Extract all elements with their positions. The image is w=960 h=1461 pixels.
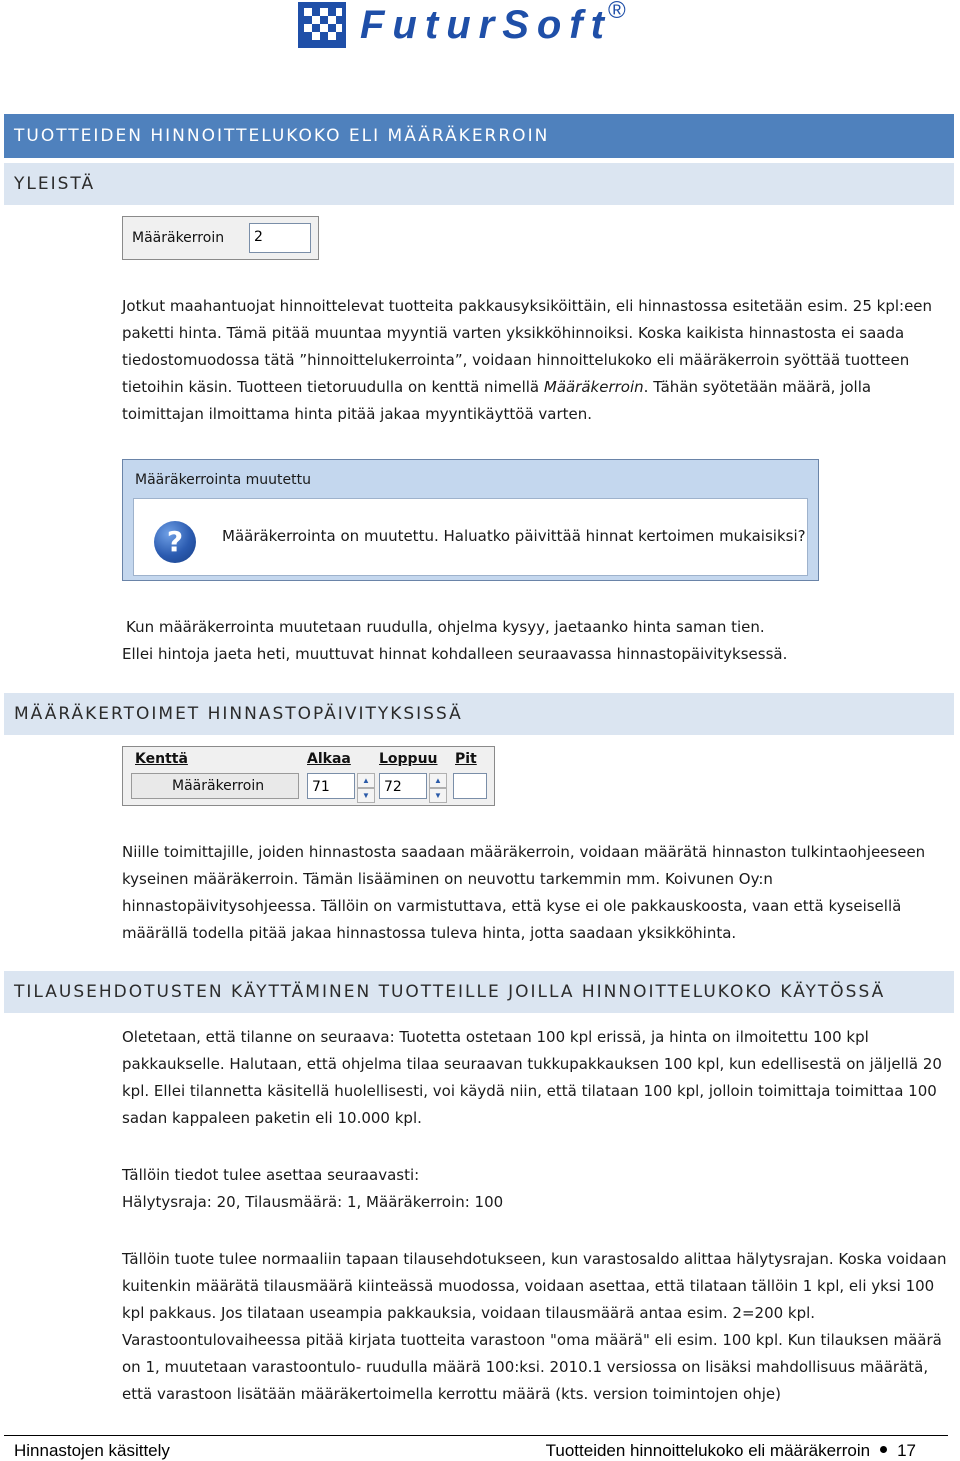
dialog-title: Määräkerrointa muutettu — [135, 472, 311, 488]
length-input[interactable] — [453, 773, 487, 799]
main-heading: TUOTTEIDEN HINNOITTELUKOKO ELI MÄÄRÄKERROIN — [4, 114, 954, 158]
confirm-dialog — [122, 459, 819, 581]
para1-text-b: . Tähän syötetään määrä, jolla toimittajan ilmoittama hinta pitää jakaa myyntikäyttöä varten. — [122, 378, 872, 423]
para3-text: Niille toimittajille, joiden hinnastosta saadaan määräkerroin, voidaan määrätä hinnaston tulkintaohjeeseen kyseinen määräkerroin. Tämän lisääminen on neuvottu tarkemmin mm. Koivunen Oy:n hinnastopäivitysohjeessa. Tällöin on varmistuttava, että kyse ei ole pakkauskoosta, vaan että kyseisellä määrällä todella pitää jakaa hinnastossa tuleva hinta, jotta saadaan yksikköhinta. — [122, 843, 926, 942]
para5-line2: Hälytysraja: 20, Tilausmäärä: 1, Määräkerroin: 100 — [122, 1193, 504, 1211]
futursoft-logo — [298, 2, 626, 48]
checkered-flag-icon — [298, 2, 346, 48]
paragraph-updates — [122, 839, 952, 947]
para4-text: Oletetaan, että tilanne on seuraava: Tuotetta ostetaan 100 kpl erissä, ja hinta on ilmoitettu 100 kpl pakkaukselle. Halutaan, että ohjelma tilaa seuraavan tukkupakkauksen 100 kpl, kun edellisestä on jäljellä 20 kpl. Ellei tilannetta käsitellä huolellisesti, voi käydä niin, että tilataan 100 kpl, jolloin toimittaja toimittaa 100 sadan kappaleen paketin eli 10.000 kpl. — [122, 1028, 942, 1127]
spin-down-icon[interactable]: ▼ — [429, 788, 447, 803]
multiplier-field-screenshot — [122, 216, 319, 260]
heading-in-updates: MÄÄRÄKERTOIMET HINNASTOPÄIVITYKSISSÄ — [4, 693, 954, 735]
paragraph-dialog-explain — [122, 614, 952, 668]
dialog-message: Määräkerrointa on muutettu. Haluatko päivittää hinnat kertoimen mukaisiksi? — [222, 527, 806, 545]
multiplier-label: Määräkerroin — [132, 230, 225, 246]
col-length-header: Pit — [455, 751, 477, 767]
end-input[interactable]: 72 — [379, 773, 427, 799]
footer-section-title: Tuotteiden hinnoittelukoko eli määräkerroin — [545, 1441, 871, 1460]
question-icon: ? — [154, 521, 196, 563]
col-start-header: Alkaa — [307, 751, 351, 767]
para2-line2: Ellei hintoja jaeta heti, muuttuvat hinnat kohdalleen seuraavassa hinnastopäivityksessä. — [122, 645, 788, 663]
col-end-header: Loppuu — [379, 751, 438, 767]
spin-up-icon[interactable]: ▲ — [429, 773, 447, 788]
footer-chapter: Hinnastojen käsittely — [14, 1441, 170, 1460]
end-spin-arrows[interactable] — [429, 773, 447, 799]
footer-divider — [4, 1435, 948, 1436]
paragraph-settings — [122, 1162, 952, 1216]
heading-order-suggestions: TILAUSEHDOTUSTEN KÄYTTÄMINEN TUOTTEILLE JOILLA HINNOITTELUKOKO KÄYTÖSSÄ — [4, 971, 954, 1013]
start-spin-arrows[interactable] — [357, 773, 375, 799]
heading-general: YLEISTÄ — [4, 163, 954, 205]
paragraph-result — [122, 1246, 952, 1408]
price-list-fields-screenshot — [122, 746, 495, 806]
field-select[interactable]: Määräkerroin — [131, 773, 299, 799]
para6-text: Tällöin tuote tulee normaaliin tapaan tilausehdotukseen, kun varastosaldo alittaa hälytysrajan. Koska voidaan kuitenkin määrätä tilausmäärä kiinteässä muodossa, voidaan asettaa, että tilataan tällöin 1 kpl, eli yksi 100 kpl pakkaus. Jos tilataan useampia pakkauksia, voidaan tilausmäärä antaa esim. 2=200 kpl. Varastoontulovaiheessa pitää kirjata tuotteita varastoon "oma määrä" eli esim. 100 kpl. Kun tilauksen määrä on 1, muutetaan varastoontulo- ruudulla määrä 100:ksi. 2010.1 versiossa on lisäksi mahdollisuus määrätä, että varastoon lisätään määräkertoimella kerrottu määrä (kts. version toimintojen ohje) — [122, 1250, 947, 1403]
logo-text: FuturSoft — [360, 3, 612, 47]
paragraph-scenario — [122, 1024, 952, 1132]
spin-down-icon[interactable]: ▼ — [357, 788, 375, 803]
footer-section — [546, 1441, 916, 1461]
bullet-icon — [880, 1446, 887, 1453]
paragraph-general — [122, 293, 952, 428]
col-field-header: Kenttä — [135, 751, 188, 767]
dialog-body — [133, 498, 808, 576]
para1-field-name: Määräkerroin — [543, 378, 644, 396]
spin-up-icon[interactable]: ▲ — [357, 773, 375, 788]
para1-text-a: Jotkut maahantuojat hinnoittelevat tuotteita pakkausyksiköittäin, eli hinnastossa esitetään esim. 25 kpl:een paketti hinta. Tämä pitää muuntaa myyntiä varten yksikköhinnoiksi. Koska kaikista hinnastosta ei saada tiedostomuodossa tätä ”hinnoittelukerrointa”, voidaan hinnoittelukoko eli määräkerroin syöttää tuotteen tietoihin käsin. Tuotteen tietoruudulla on kenttä nimellä — [122, 297, 933, 396]
para2-line1: Kun määräkerrointa muutetaan ruudulla, ohjelma kysyy, jaetaanko hinta saman tien. — [126, 618, 765, 636]
multiplier-input[interactable]: 2 — [249, 223, 311, 253]
para5-line1: Tällöin tiedot tulee asettaa seuraavasti: — [122, 1166, 420, 1184]
start-input[interactable]: 71 — [307, 773, 355, 799]
page-number: 17 — [897, 1441, 916, 1460]
registered-mark: ® — [607, 0, 626, 24]
